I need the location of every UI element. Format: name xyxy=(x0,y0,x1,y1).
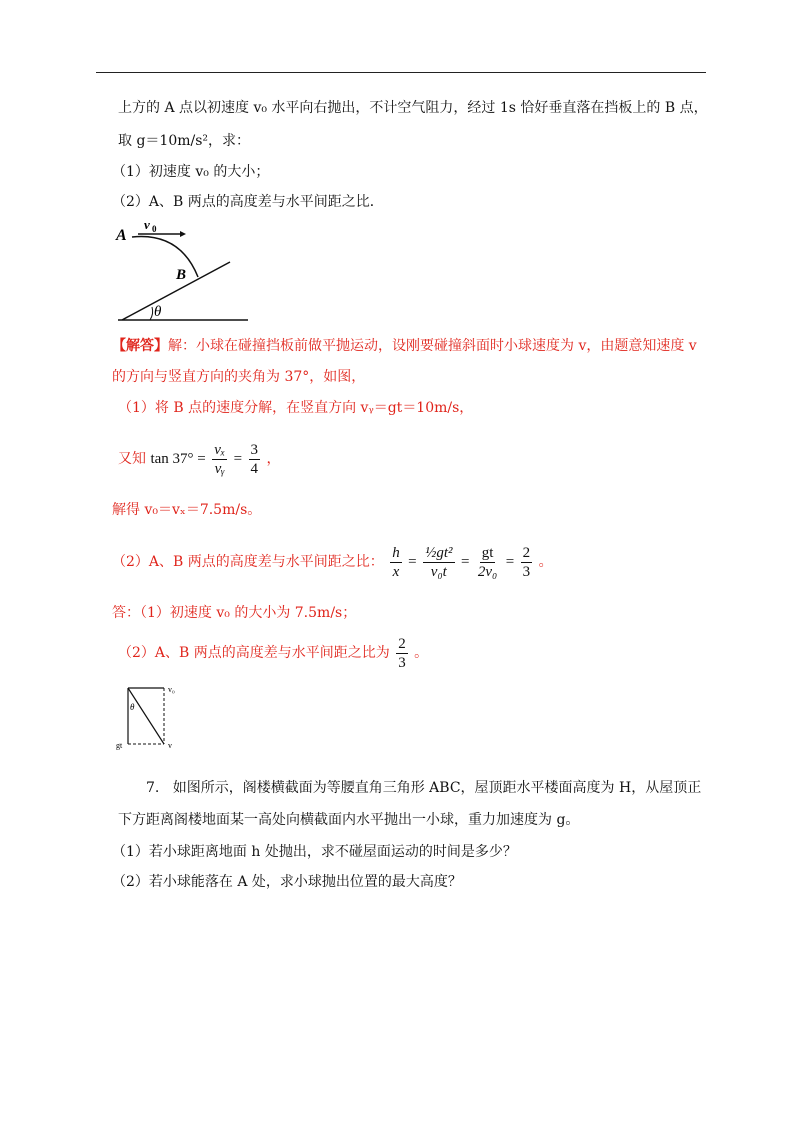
header-rule xyxy=(96,72,706,73)
label-B: B xyxy=(176,267,187,283)
four-den: 4 xyxy=(250,460,258,477)
v0-arrowhead xyxy=(180,231,186,237)
label-theta: θ xyxy=(154,304,162,320)
answer-2-line xyxy=(118,633,428,673)
label-v0-sub: 0 xyxy=(152,224,157,234)
fig2-v: v xyxy=(168,741,172,750)
answer-2: （2）A、B 两点的高度差与水平间距之比为 xyxy=(118,645,390,661)
answer-1: 答：（1）初速度 v₀ 的大小为 7.5m/s； xyxy=(112,605,357,621)
q7-text1: 如图所示，阁楼横截面为等腰直角三角形 ABC，屋顶距水平楼面高度为 H，从屋顶正 xyxy=(172,780,702,796)
know-label: 又知 xyxy=(118,451,146,467)
solution-intro-line2: 的方向与竖直方向的夹角为 37°，如图， xyxy=(112,369,366,385)
two-v0-den: 2v₀ xyxy=(477,563,498,580)
vy-den: vᵧ xyxy=(214,460,225,477)
solve-v0: 解得 v₀＝vₓ＝7.5m/s。 xyxy=(112,502,262,518)
solution-intro-line xyxy=(112,336,697,356)
label-A: A xyxy=(116,227,127,244)
tan-label: tan 37° = xyxy=(150,451,206,467)
fig2-theta: θ xyxy=(130,702,135,712)
q7-line2: 下方距离阁楼地面某一高处向横截面内水平抛出一小球，重力加速度为 g。 xyxy=(118,812,580,828)
fig2-v0: v₀ xyxy=(168,685,175,694)
two-num: 2 xyxy=(522,544,531,561)
theta-arc xyxy=(150,307,153,320)
q6-text-line1: 上方的 A 点以初速度 v₀ 水平向右抛出，不计空气阻力，经过 1s 恰好垂直落在挡板上的 B 点， xyxy=(118,100,708,116)
label-v0: v xyxy=(144,217,150,232)
fig2-gt: gt xyxy=(116,741,123,750)
q7-part1: （1）若小球距离地面 h 处抛出，求不碰屋面运动的时间是多少？ xyxy=(112,844,517,860)
gt-num: gt xyxy=(481,544,494,561)
h-num: h xyxy=(392,544,400,561)
ratio-label: （2）A、B 两点的高度差与水平间距之比： xyxy=(112,554,384,570)
ans-two-num: 2 xyxy=(398,635,406,652)
solution-step1: （1）将 B 点的速度分解，在竖直方向 vᵧ＝gt＝10m/s， xyxy=(118,400,474,416)
tan-equation xyxy=(118,440,280,478)
solution-intro: 解：小球在碰撞挡板前做平抛运动，设刚要碰撞斜面时小球速度为 v，由题意知速度 v xyxy=(168,338,697,354)
comma: ， xyxy=(266,451,281,467)
three-den: 3 xyxy=(522,563,531,580)
solution-tag: 【解答】 xyxy=(112,338,168,354)
vx-num: vₓ xyxy=(214,441,226,458)
v0t-den: v₀t xyxy=(430,563,447,580)
q7-line1 xyxy=(146,778,701,798)
ratio-equation: （2）A、B 两点的高度差与水平间距之比： $\frac{h}{x}$ = $\frac{\text{½gt²}}{\text{v₀t}}$ = $\frac{gt}{\text{2v₀}}$ = $\frac{2}{3}$ 。 xyxy=(112,544,553,580)
ans-three-den: 3 xyxy=(398,654,406,671)
q6-text-line2: 取 g＝10m/s²，求： xyxy=(118,133,251,149)
q6-part2: （2）A、B 两点的高度差与水平间距之比． xyxy=(112,194,384,210)
trajectory-curve xyxy=(132,237,198,278)
q7-part2: （2）若小球能落在 A 处，求小球抛出位置的最大高度？ xyxy=(112,874,462,890)
x-den: x xyxy=(392,563,400,580)
q6-part1: （1）初速度 v₀ 的大小； xyxy=(112,164,270,180)
answer-period: 。 xyxy=(414,645,429,661)
three-num: 3 xyxy=(250,441,258,458)
velocity-figure xyxy=(112,684,187,752)
q7-number: 7. xyxy=(146,780,160,796)
equals-sign: = xyxy=(233,451,243,467)
ratio-period: 。 xyxy=(538,554,553,570)
half-gt2: ½gt² xyxy=(425,544,453,561)
incline-figure xyxy=(110,212,250,322)
diagonal-velocity xyxy=(128,688,164,744)
